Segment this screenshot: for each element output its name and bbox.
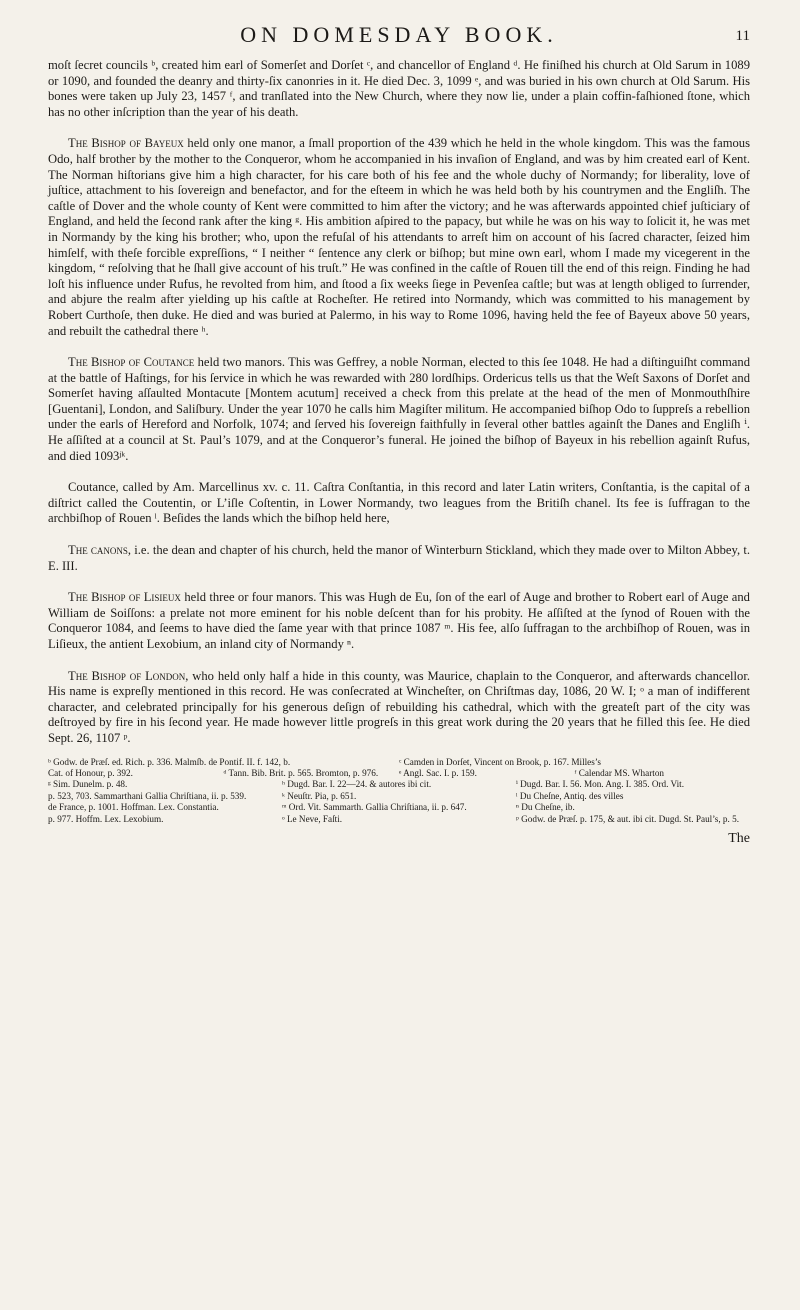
paragraph-coutance-city: Coutance, called by Am. Marcellinus xv. c. 11. Caſtra Conſtantia, in this record and later Latin writers, Conſtantia, is the capital of a diſtrict called the Coutentin, or L’iſle Coſtentin, in Lower Normandy, two leagues from the Britiſh chanel. Its fee is ſuffragan to the archbiſhop of Rouen ˡ. Beſides the lands which the biſhop held here, (48, 480, 750, 526)
footnote: ᶠ Calendar MS. Wharton (574, 767, 665, 778)
paragraph-body: held only one manor, a ſmall proportion of the 439 which he held in the whole kingdom. This was the famous Odo, half brother by the mother to the Conqueror, whom he accompanied in his invaſion of England, and was by him created earl of Kent. The Norman hiſtorians give him a high character, for his care both of his fee and the whole duchy of Normandy; for liberality, love of juſtice, attachment to his ſovereign and benefactor, and for the eſteem in which he was held both by his countrymen and the Engliſh. The caſtle of Dover and the whole county of Kent were committed to him after the victory; and he was afterwards appointed chief juſticiary of England, and held the ſecond rank after the king ᵍ. His ambition aſpired to the papacy, but while he was on his way to ſolicit it, he was met in Normandy by the king his brother; who, upon the refuſal of his attendants to arreſt him on account of his ſacred character, ſeized him himſelf, with theſe forcible expreſſions, “ I neither “ ſentence any clerk or biſhop; but mine own earl, whom I made my vicegerent in the kingdom, “ reſolving that he ſhall give account of his truſt.” He was confined in the caſtle of Rouen till the end of this reign. Finding he had loſt his influence under Rufus, he revolted from him, and ſtood a ſix weeks ſiege in Pevenſea caſtle; but was at length obliged to ſurrender, and abjure the realm after yielding up his caſtle at Rocheſter. He retired into Normandy, which was committed to his management by Robert Curthoſe, then duke. He died and was buried at Palermo, in his way to Rome 1096, having held the fee of Bayeux above 50 years, and rebuilt the cathedral there ʰ. (48, 136, 750, 338)
footnote: Cat. of Honour, p. 392. (48, 767, 133, 778)
footnote: ˡ Du Cheſne, Antiq. des villes (516, 790, 624, 801)
footnote-row (48, 779, 750, 790)
footnote: ⁿ Du Cheſne, ib. (516, 802, 575, 813)
footnote: ᵈ Tann. Bib. Brit. p. 565. Bromton, p. 976. (223, 767, 379, 778)
paragraph-lead: The Bishop of Coutance (68, 355, 195, 370)
footnote: ᵒ Le Neve, Faſti. (282, 813, 343, 824)
body-text (48, 58, 750, 747)
footnote: ᵐ Ord. Vit. Sammarth. Gallia Chriſtiana, ii. p. 647. (282, 802, 467, 813)
footnote: ᶜ Camden in Dorſet, Vincent on Brook, p. 167. Milles’s (399, 756, 601, 767)
footnote: ᵍ Sim. Dunelm. p. 48. (48, 779, 128, 790)
paragraph-lead: The Bishop of London, (68, 668, 189, 683)
paragraph-body: held two manors. This was Geffrey, a noble Norman, elected to this ſee 1048. He had a diſtinguiſht command at the battle of Haſtings, for his ſervice in which he was rewarded with 280 lordſhips. Ordericus tells us that the Weſt Saxons of Dorſet and Somerſet having aſſaulted Montacute [Montem acutum] received a check from this prelate at the head of the men of Monmouthſhire [Guentani], London, and Saliſbury. Under the year 1070 he calls him Magiſter militum. He accompanied biſhop Odo to ſuppreſs a rebellion under the earls of Hereford and Norfolk, 1074; and ſerved his ſovereign faithfully in ſeveral other battles againſt the Danes and Engliſh ⁱ. He aſſiſted at a council at St. Paul’s 1079, and at the Conqueror’s funeral. He joined the biſhop of Bayeux in his rebellion againſt Rufus, and died 1093ʲᵏ. (48, 355, 750, 463)
footnote-row (48, 802, 750, 813)
footnote: ᵏ Neuſtr. Pia, p. 651. (282, 790, 357, 801)
paragraph-lead: The canons, (68, 543, 132, 558)
footnote: p. 977. Hoffm. Lex. Lexobium. (48, 813, 164, 824)
footnote: ʰ Dugd. Bar. I. 22—24. & autores ibi cit. (282, 779, 432, 790)
paragraph-lisieux (48, 590, 750, 652)
footnote-row (48, 768, 750, 779)
paragraph-body: held three or four manors. This was Hugh de Eu, ſon of the earl of Auge and brother to Robert earl of Auge and William de Soiſſons: a prelate not more eminent for his noble deſcent than for his probity. He aſſiſted at the ſynod of Rouen with the Conqueror 1084, and ſeems to have died the ſame year with that prince 1087 ᵐ. His fee, alſo ſuffragan to the archbiſhop of Rouen, was in Liſieux, the antient Lexobium, an inland city of Normandy ⁿ. (48, 590, 750, 651)
footnote-row (48, 757, 750, 768)
footnote: ᵖ Godw. de Præſ. p. 175, & aut. ibi cit. Dugd. St. Paul’s, p. 5. (516, 813, 740, 824)
page-number: 11 (735, 28, 750, 44)
catchword: The (728, 831, 750, 846)
paragraph-london (48, 669, 750, 747)
paragraph-lead: The Bishop of Bayeux (68, 136, 184, 151)
footnote: ᵇ Godw. de Præſ. ed. Rich. p. 336. Malmſb. de Pontif. II. f. 142, b. (48, 756, 291, 767)
footnote: de France, p. 1001. Hoffman. Lex. Constantia. (48, 802, 219, 813)
paragraph-osmund: moſt ſecret councils ᵇ, created him earl of Somerſet and Dorſet ᶜ, and chancellor of England ᵈ. He finiſhed his church at Old Sarum in 1089 or 1090, and founded the deanry and thirty-ſix canonries in it. He died Dec. 3, 1099 ᵉ, and was buried in his own church at Old Sarum. His bones were taken up July 23, 1457 ᶠ, and tranſlated into the New Church, where they now lie, under a plain coffin-faſhioned ſtone, which has no other inſcription than the year of his death. (48, 58, 750, 119)
paragraph-body: who held only half a hide in this county, was Maurice, chaplain to the Conqueror, and afterwards chancellor. His name is expreſly mentioned in this record. He was conſecrated at Wincheſter, on Chriſtmas day, 1086, 20 W. I; ᵒ a man of indifferent character, and celebrated principally for his generous deſign of rebuilding his cathedral, which with the greateſt part of the city was deſtroyed by fire in his ſecond year. He made however little progreſs in this great work during the 20 years that he filled this ſee. He died Sept. 26, 1107 ᵖ. (48, 668, 750, 745)
paragraph-coutance (48, 355, 750, 464)
paragraph-lead: The Bishop of Lisieux (68, 590, 181, 605)
footnote: ᵉ Angl. Sac. I. p. 159. (399, 767, 477, 778)
paragraph-bayeux (48, 136, 750, 339)
footnotes (48, 757, 750, 825)
paragraph-body: i.e. the dean and chapter of his church, held the manor of Winterburn Stickland, which they made over to Milton Abbey, t. E. III. (48, 543, 750, 573)
running-title: ON DOMESDAY BOOK. (240, 22, 558, 47)
footnote-row (48, 791, 750, 802)
running-head (48, 18, 750, 58)
footnote: p. 523, 703. Sammarthani Gallia Chriſtiana, ii. p. 539. (48, 790, 247, 801)
paragraph-canons (48, 543, 750, 574)
footnote-row (48, 814, 750, 825)
footnote: ⁱ Dugd. Bar. I. 56. Mon. Ang. I. 385. Ord. Vit. (516, 779, 685, 790)
